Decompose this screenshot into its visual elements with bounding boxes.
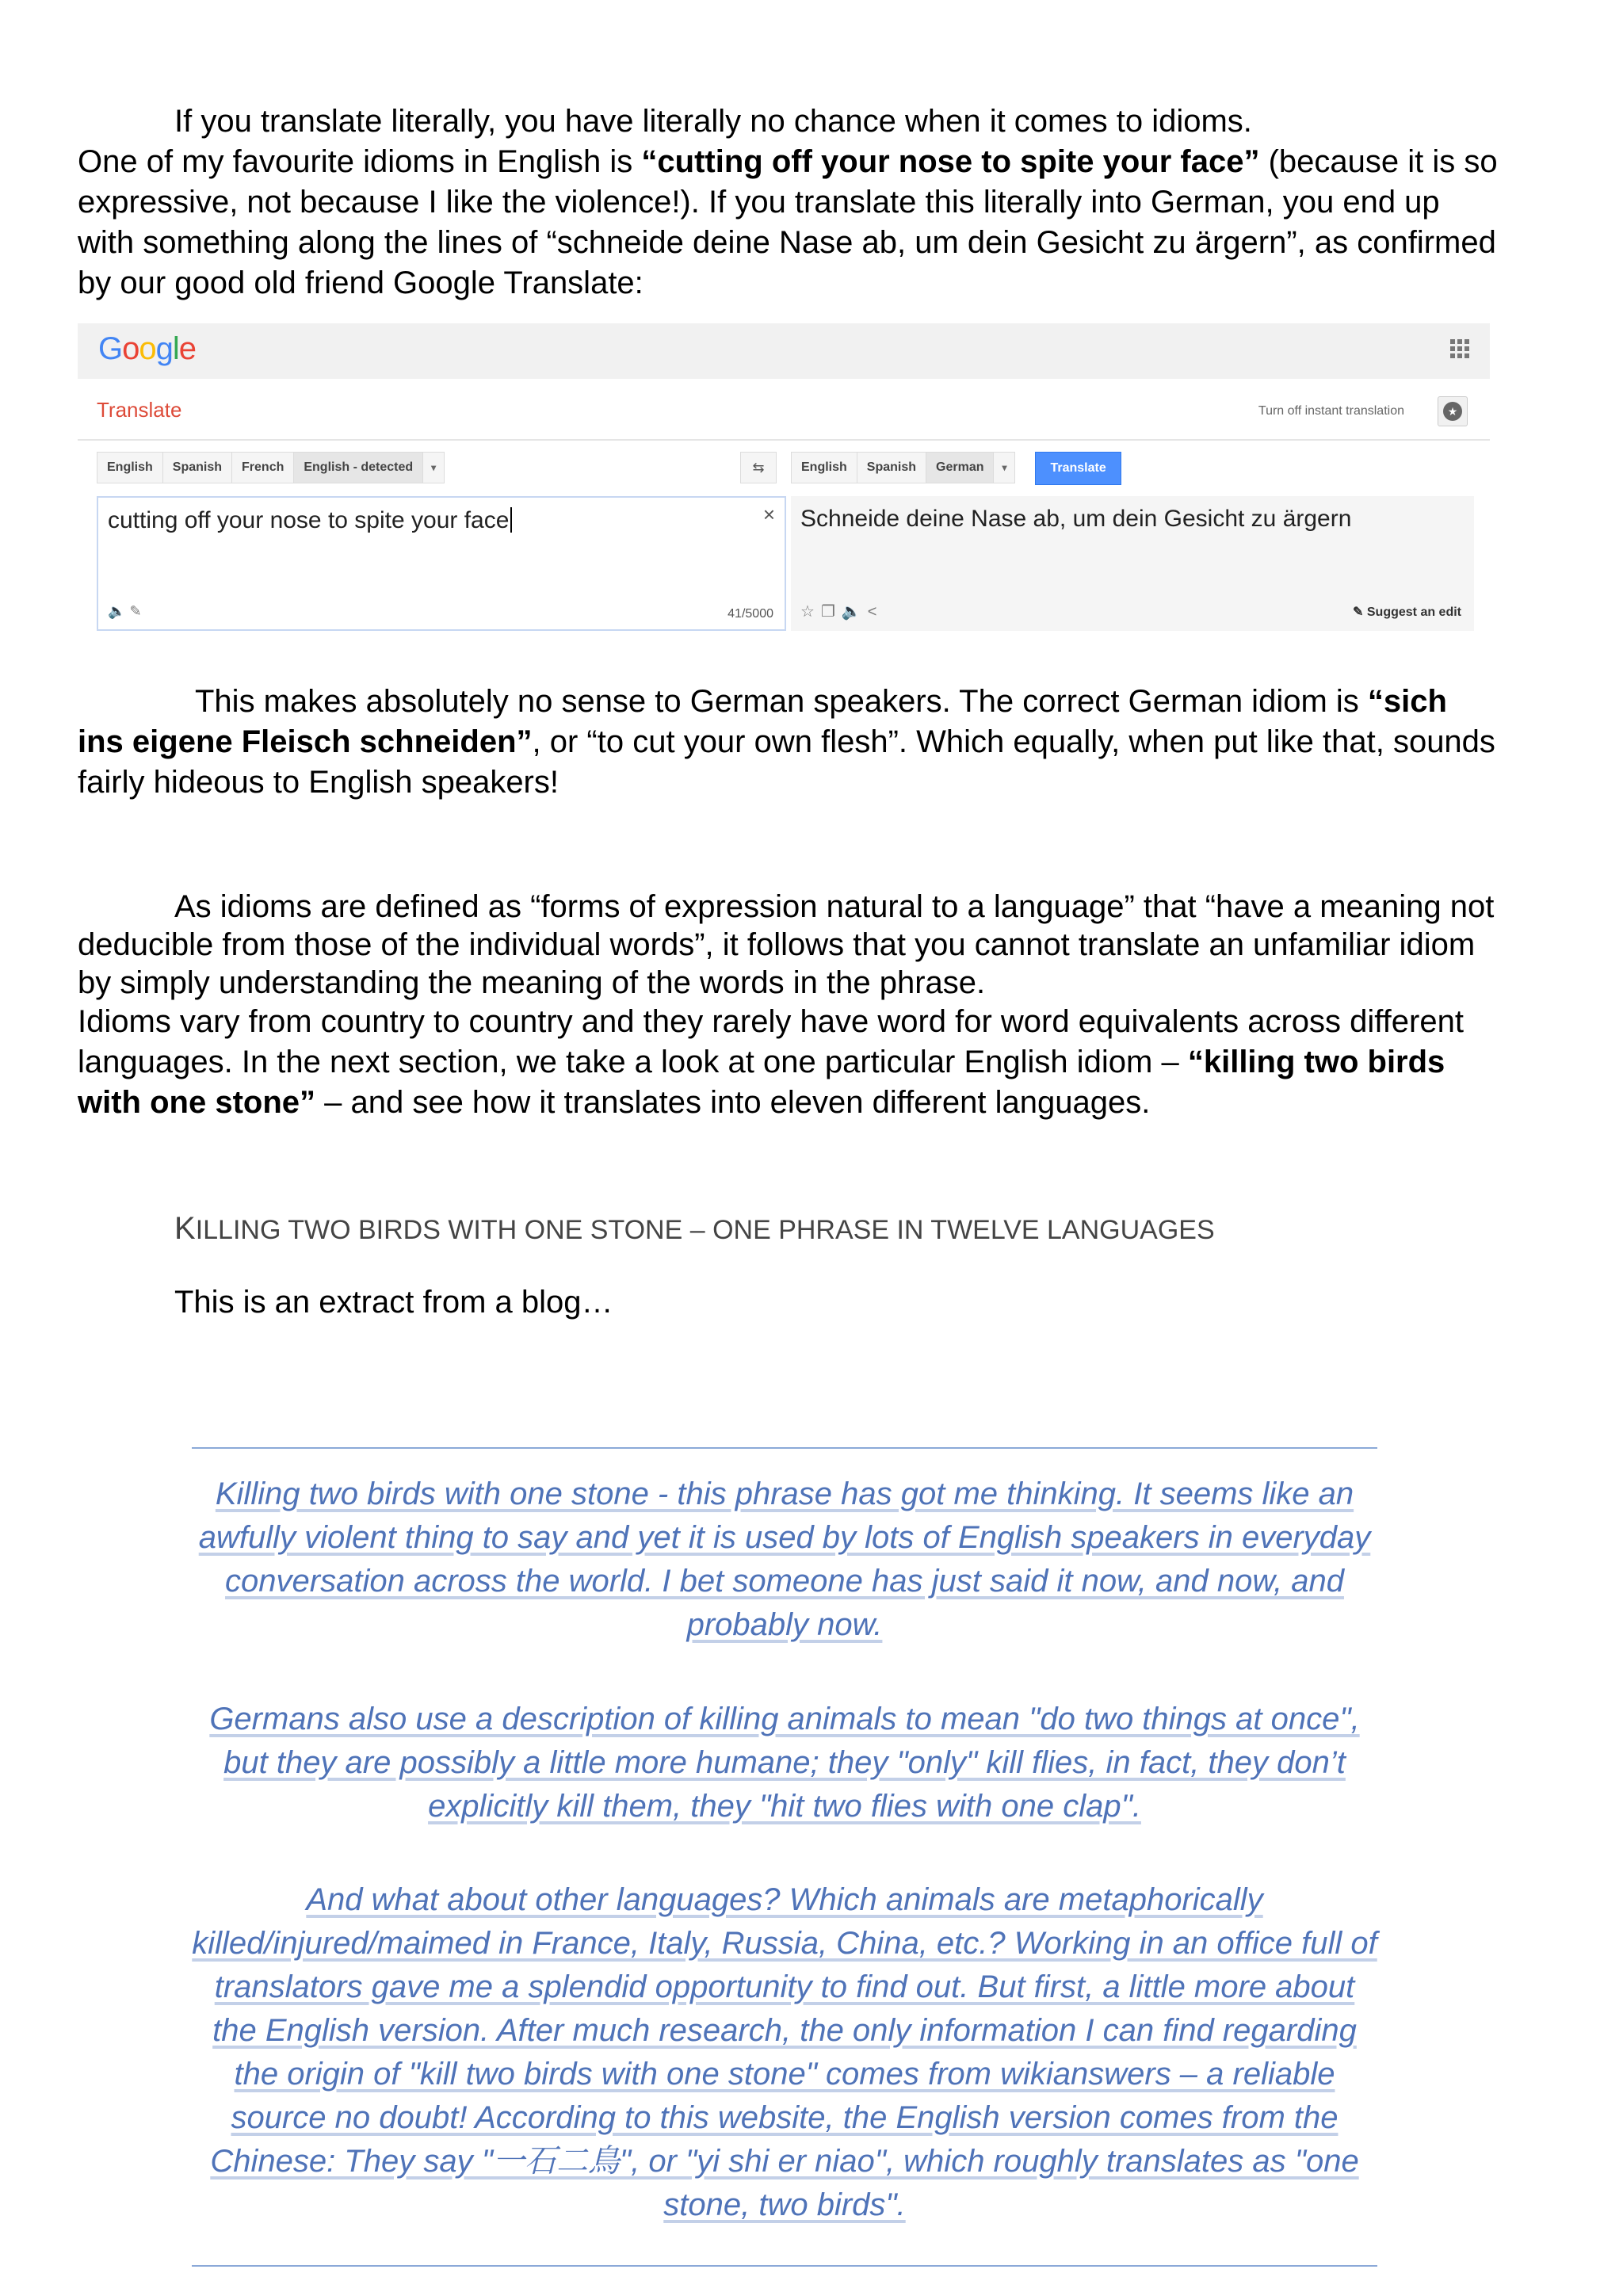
star-icon[interactable]: ☆ [800, 603, 821, 621]
source-lang-dropdown-icon[interactable]: ▾ [422, 452, 445, 483]
quote-top-rule [192, 1447, 1377, 1449]
google-logo [98, 331, 196, 367]
intro-text: One of my favourite idioms in English is [78, 144, 642, 179]
source-audio-icons [108, 603, 142, 620]
character-count: 41/5000 [727, 607, 773, 621]
swap-languages-icon[interactable]: ⇆ [740, 452, 777, 483]
source-lang-english[interactable]: English [97, 452, 163, 483]
target-lang-dropdown-icon[interactable]: ▾ [993, 452, 1015, 483]
target-lang-spanish[interactable]: Spanish [857, 452, 926, 483]
suggest-edit-link[interactable]: ✎ Suggest an edit [1353, 606, 1461, 619]
target-lang-german[interactable]: German [926, 452, 994, 483]
source-text-input[interactable] [97, 496, 786, 631]
killing-two-birds-bold: “killing two birds with one stone” [78, 1045, 1445, 1120]
section-heading: KILLING TWO BIRDS WITH ONE STONE – ONE PHRASE IN TWELVE LANGUAGES [174, 1211, 1215, 1246]
source-lang-spanish[interactable]: Spanish [162, 452, 232, 483]
quote-paragraph-3: And what about other languages? Which animals are metaphorically killed/injured/maimed in France, Italy, Russia, China, etc.? Working in an office full of translators gave me a splendid opportunity to find out. But first, a little more about the English version. After much research, the only information I can find regarding the origin of "kill two birds with one stone" comes from wikianswers – a reliable source no doubt! According to this website, the English version comes from the Chinese: They say "一石二鳥", or "yi shi er niao", which roughly translates as "one stone, two birds". [192, 1882, 1377, 2222]
google-logo-letter: o [122, 331, 139, 366]
speaker-icon[interactable]: 🔈 [841, 603, 868, 621]
text-cursor [510, 507, 512, 533]
extract-line: This is an extract from a blog… [174, 1285, 613, 1320]
google-logo-letter: l [172, 331, 179, 366]
translate-brand[interactable]: Translate [97, 398, 182, 422]
settings-icon: ★ [1443, 402, 1462, 421]
copy-icon[interactable]: ❐ [820, 603, 842, 621]
source-lang-french[interactable]: French [231, 452, 294, 483]
google-header-bar [78, 323, 1490, 379]
source-lang-detected[interactable]: English - detected [293, 452, 423, 483]
translation-output [791, 496, 1474, 631]
definition-paragraph: As idioms are defined as “forms of expression natural to a language” that “have a meaning not deducible from those of the individual words”, it follows that you cannot translate an unfamiliar idiom by simply understanding the meaning of the words in the phrase. [78, 889, 1495, 1000]
quote-bottom-rule [192, 2265, 1377, 2267]
source-language-bar [97, 452, 444, 483]
apps-grid-icon[interactable] [1450, 339, 1469, 358]
share-icon[interactable]: < [867, 603, 884, 621]
translated-text: Schneide deine Nase ab, um dein Gesicht zu ärgern [800, 506, 1352, 532]
intro-bold-idiom: “cutting off your nose to spite your face” [641, 144, 1260, 179]
german-idiom-bold: “sich ins eigene Fleisch schneiden” [78, 684, 1447, 759]
german-idiom-paragraph: This makes absolutely no sense to German speakers. The correct German idiom is “sich ins eigene Fleisch schneiden”, or “to cut your own flesh”. Which equally, when put like that, sounds fairly hideous to English speakers! [78, 684, 1495, 800]
google-logo-letter: G [98, 331, 123, 366]
translation-action-icons [800, 602, 883, 621]
settings-button[interactable] [1438, 396, 1468, 426]
idioms-vary-paragraph: Idioms vary from country to country and they rarely have word for word equivalents across different languages. In the next section, we take a look at one particular English idiom – “killing two birds with one stone” – and see how it translates into eleven different languages. [78, 1004, 1464, 1120]
intro-text-continued: (because it is so expressive, not because I like the violence!). If you translate this literally into German, you end up with something along the lines of “schneide deine Nase ab, um dein Gesicht zu ärgern”, as confirmed by our good old friend Google Translate: [78, 144, 1498, 300]
intro-first-line: If you translate literally, you have literally no chance when it comes to idioms. [174, 104, 1252, 139]
instant-translation-toggle[interactable]: Turn off instant translation [1258, 404, 1404, 418]
intro-paragraph [78, 101, 1498, 304]
quote-paragraph-1: Killing two birds with one stone - this phrase has got me thinking. It seems like an awfully violent thing to say and yet it is used by lots of English speakers in everyday conversation across the world. I bet someone has just said it now, and now, and probably now. [198, 1477, 1371, 1642]
clear-text-icon[interactable]: × [762, 502, 775, 526]
google-logo-letter: g [155, 331, 173, 366]
translate-subheader [78, 379, 1490, 441]
quote-paragraph-2: Germans also use a description of killing animals to mean "do two things at once", but they are possibly a little more humane; they "only" kill flies, in fact, they don’t explicitly kill them, they "hit two flies with one clap". [209, 1702, 1360, 1824]
target-language-bar [791, 452, 1121, 483]
translate-button[interactable]: Translate [1035, 452, 1121, 485]
pencil-icon: ✎ [1353, 606, 1367, 619]
google-logo-letter: o [139, 331, 156, 366]
source-text: cutting off your nose to spite your face [108, 507, 510, 533]
google-logo-letter: e [178, 331, 197, 366]
target-lang-english[interactable]: English [791, 452, 857, 483]
speaker-icon[interactable]: 🔈 [108, 603, 126, 619]
pencil-icon[interactable]: ✎ [129, 603, 142, 619]
google-translate-screenshot [78, 323, 1490, 637]
